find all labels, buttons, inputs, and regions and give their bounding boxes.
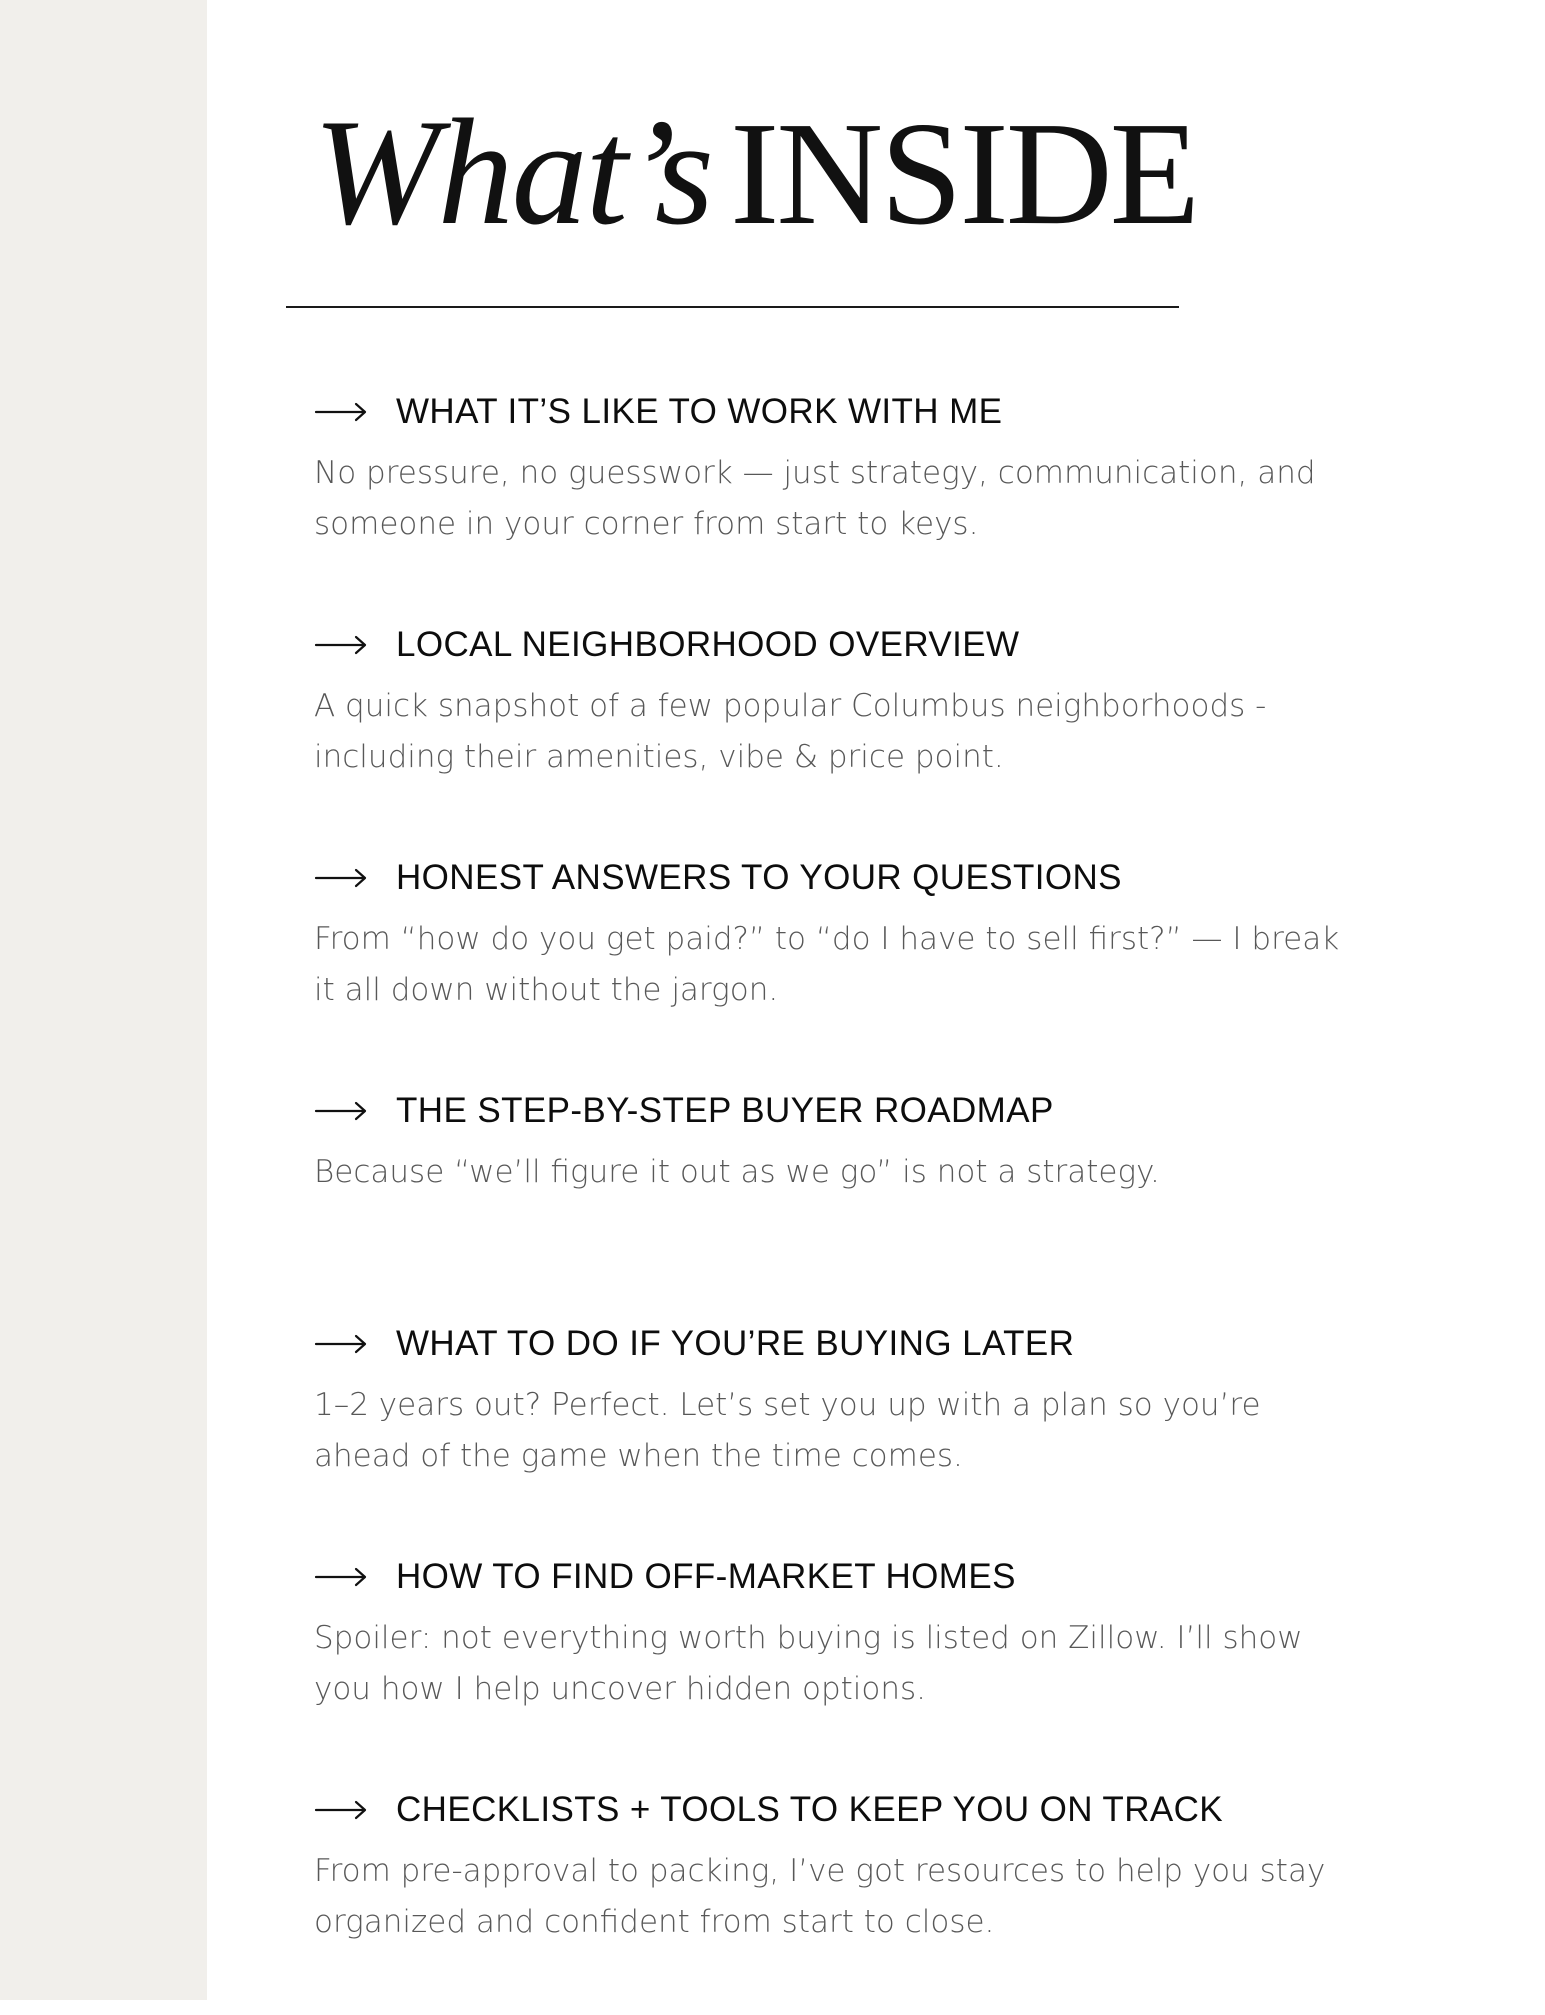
list-item-header [314,1549,1364,1605]
list-item [314,1549,1364,1782]
right-arrow-icon [314,1334,368,1354]
list-item-description: A quick snapshot of a few popular Columbus neighborhoods - including their amenities, vibe & price point. [314,688,1267,775]
right-arrow-icon [314,1101,368,1121]
side-band [0,0,207,2000]
list-item [314,1782,1364,2015]
right-arrow-icon [314,868,368,888]
list-item-description: No pressure, no guesswork — just strategy, communication, and someone in your corner from start to keys. [314,455,1316,542]
list-item-header [314,617,1364,673]
list-item [314,1316,1364,1549]
page-title-caps: INSIDE [730,92,1198,256]
list-item-heading: LOCAL NEIGHBORHOOD OVERVIEW [396,625,1020,664]
list-item [314,384,1364,617]
list-item-heading: THE STEP-BY-STEP BUYER ROADMAP [396,1091,1054,1130]
contents-list [314,384,1364,2015]
list-item [314,617,1364,850]
right-arrow-icon [314,402,368,422]
page-title [313,88,1198,256]
page-title-script: What’s [313,88,713,256]
right-arrow-icon [314,1800,368,1820]
list-item-description: Spoiler: not everything worth buying is listed on Zillow. I’ll show you how I help uncover hidden options. [314,1620,1303,1707]
list-item-heading: WHAT TO DO IF YOU’RE BUYING LATER [396,1324,1075,1363]
list-item-heading: CHECKLISTS + TOOLS TO KEEP YOU ON TRACK [396,1790,1224,1829]
list-item-description: From “how do you get paid?” to “do I have to sell first?” — I break it all down without the jargon. [314,921,1340,1008]
list-item-header [314,1316,1364,1372]
list-item [314,850,1364,1083]
list-item-description: Because “we’ll figure it out as we go” is not a strategy. [314,1154,1160,1190]
list-item-description: From pre-approval to packing, I’ve got resources to help you stay organized and confident from start to close. [314,1853,1326,1940]
right-arrow-icon [314,635,368,655]
list-item-header [314,1782,1364,1838]
title-divider [286,306,1179,308]
list-item-header [314,384,1364,440]
list-item [314,1083,1364,1316]
list-item-heading: WHAT IT’S LIKE TO WORK WITH ME [396,392,1003,431]
list-item-heading: HONEST ANSWERS TO YOUR QUESTIONS [396,858,1122,897]
right-arrow-icon [314,1567,368,1587]
list-item-description: 1–2 years out? Perfect. Let’s set you up with a plan so you’re ahead of the game when the time comes. [314,1387,1261,1474]
list-item-heading: HOW TO FIND OFF-MARKET HOMES [396,1557,1016,1596]
list-item-header [314,1083,1364,1139]
list-item-header [314,850,1364,906]
